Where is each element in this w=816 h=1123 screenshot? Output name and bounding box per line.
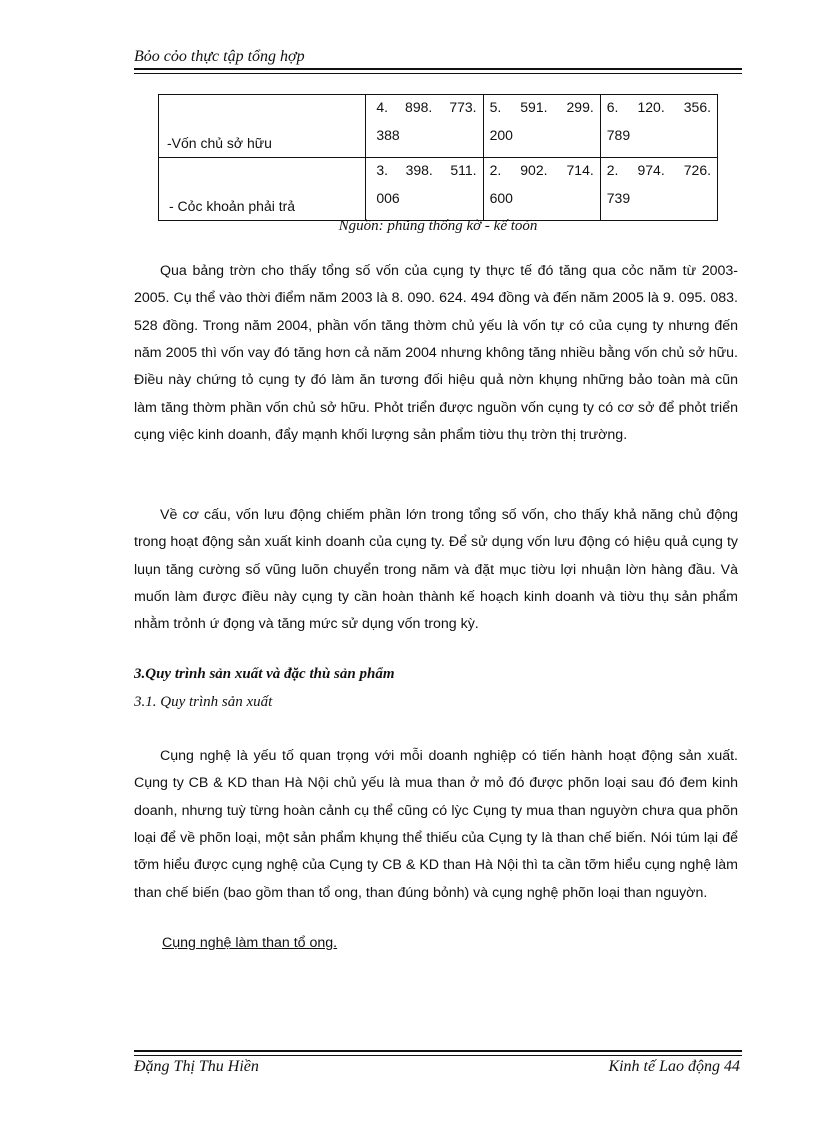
value-line1: 6. 120. 356. <box>606 99 711 115</box>
value-cell <box>483 158 600 221</box>
row-label-cell <box>159 158 366 221</box>
row-label-cell <box>159 95 366 158</box>
value-cell <box>366 95 483 158</box>
table-row <box>159 95 718 158</box>
value-cell <box>600 158 717 221</box>
value-cell <box>483 95 600 158</box>
value-line2: 006 <box>376 190 400 206</box>
value-line1: 2. 902. 714. <box>489 162 594 178</box>
header-rule <box>134 68 742 74</box>
value-line1: 2. 974. 726. <box>606 162 711 178</box>
table-source-caption: Nguồn: phũng thống kờ - kế toỏn <box>338 218 538 234</box>
footer-course: Kinh tế Lao động 44 <box>608 1058 740 1075</box>
page-header-title: Bỏo cỏo thực tập tổng hợp <box>134 48 305 65</box>
body-paragraph-2: Về cơ cấu, vốn lưu động chiếm phần lớn trong tổng số vốn, cho thấy khả năng chủ động trong hoạt động sản xuất kinh doanh của cụng ty. Để sử dụng vốn lưu động có hiệu quả cụng ty luụn tăng cường số vũng luõn chuyển trong năm và đặt mục tiờu lợi nhuận lờn hàng đầu. Và muốn làm được điều này cụng ty cần hoàn thành kế hoạch kinh doanh và tiờu thụ sản phẩm nhằm trỏnh ứ đọng và tăng mức sử dụng vốn trong kỳ. <box>134 507 738 633</box>
table-row <box>159 158 718 221</box>
value-line1: 4. 898. 773. <box>376 99 477 115</box>
capital-table <box>158 94 718 221</box>
section-heading: 3.Quy trình sản xuất và đặc thù sản phẩm <box>134 666 395 682</box>
value-line2: 200 <box>489 127 513 143</box>
value-line2: 739 <box>606 190 631 206</box>
body-paragraph-1: Qua bảng trờn cho thấy tổng số vốn của cụng ty thực tế đó tăng qua cỏc năm từ 2003-2005. Cụ thể vào thời điểm năm 2003 là 8. 090. 624. 494 đồng và đến năm 2005 là 9. 095. 083. 528 đồng. Trong năm 2004, phần vốn tăng thờm chủ yếu là vốn tự có của cụng ty nhưng đến năm 2005 thì vốn vay đó tăng hơn cả năm 2004 nhưng không tăng nhiều bằng vốn chủ sở hữu. Điều này chứng tỏ cụng ty đó làm ăn tương đối hiệu quả nờn khụng những bảo toàn mà cũn làm tăng thờm phần vốn chủ sở hữu. Phỏt triển được nguồn vốn cụng ty có cơ sở để phỏt triển cụng việc kinh doanh, đẩy mạnh khối lượng sản phẩm tiờu thụ trờn thị trường. <box>134 263 738 443</box>
value-line2: 600 <box>489 190 513 206</box>
value-line2: 388 <box>376 127 400 143</box>
footer-author: Đặng Thị Thu Hiền <box>134 1058 259 1075</box>
value-cell <box>600 95 717 158</box>
subsection-heading: 3.1. Quy trình sản xuất <box>134 694 273 710</box>
underlined-subheading: Cụng nghệ làm than tổ ong. <box>162 935 338 951</box>
footer-rule <box>134 1050 742 1056</box>
body-paragraph-3: Cụng nghệ là yếu tố quan trọng với mỗi doanh nghiệp có tiến hành hoạt động sản xuất. Cụng ty CB & KD than Hà Nội chủ yếu là mua than ở mỏ đó được phõn loại sau đó đem kinh doanh, nhưng tuỳ từng hoàn cảnh cụ thể cũng có lỳc Cụng ty mua than nguyờn chưa qua phõn loại để về phõn loại, một sản phẩm khụng thể thiếu của Cụng ty là than chế biến. Nói túm lại để tỡm hiểu được cụng nghệ của Cụng ty CB & KD than Hà Nội thì ta cần tỡm hiểu cụng nghệ làm than chế biến (bao gồm than tổ ong, than đúng bỏnh) và cụng nghệ phõn loại than nguyờn. <box>134 748 738 901</box>
value-line1: 3. 398. 511. <box>376 162 477 178</box>
row-label: -Vốn chủ sở hữu <box>167 135 272 151</box>
value-cell <box>366 158 483 221</box>
row-label: - Cỏc khoản phải trả <box>169 198 296 214</box>
value-line1: 5. 591. 299. <box>489 99 594 115</box>
value-line2: 789 <box>606 127 631 143</box>
